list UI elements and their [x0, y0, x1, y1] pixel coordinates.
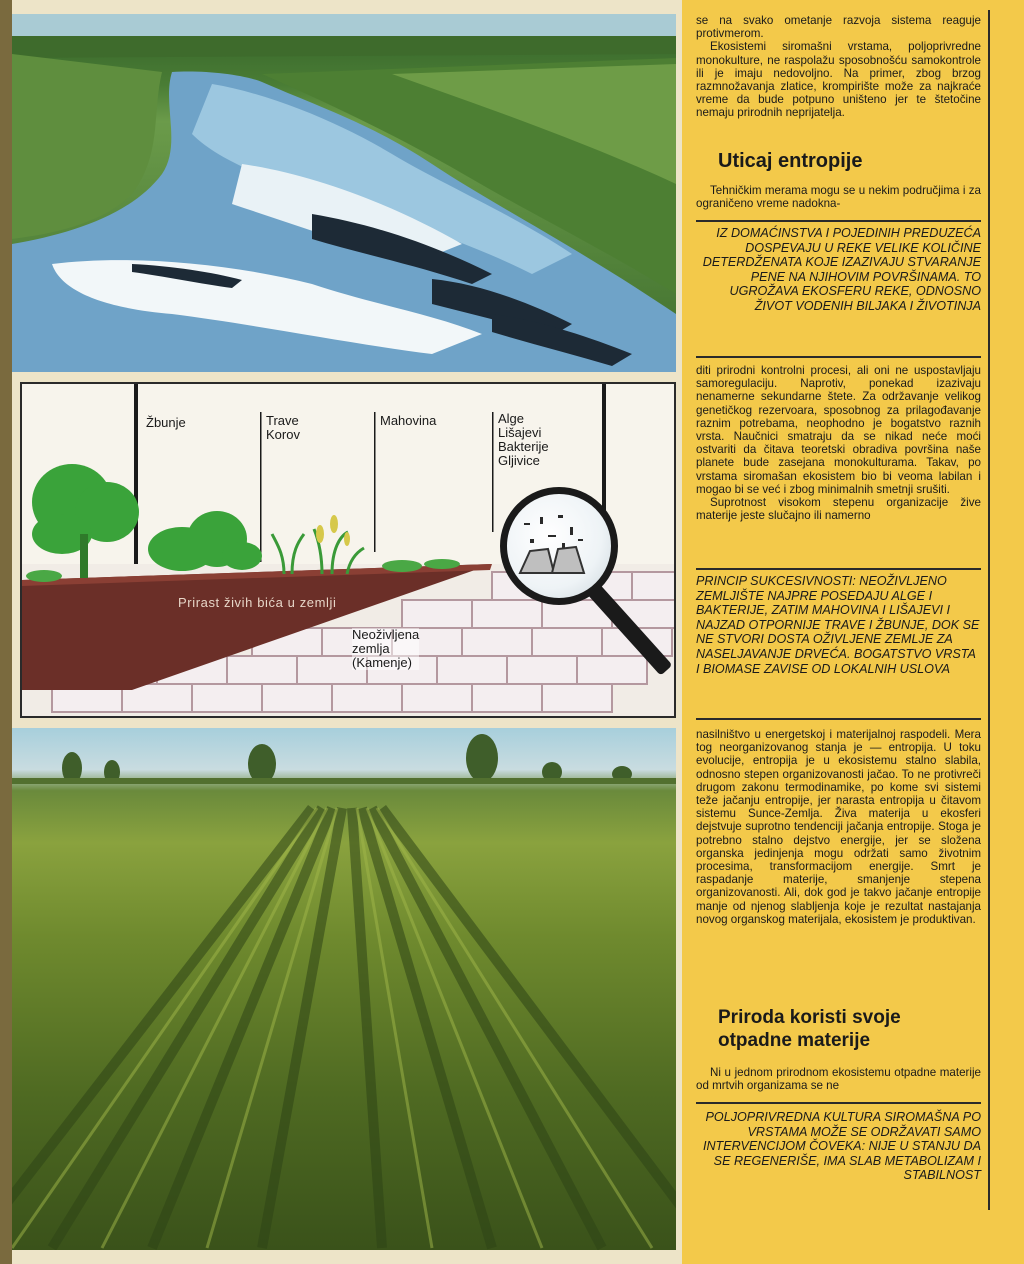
- field-rows-illustration: [12, 728, 676, 1250]
- body-text-block-2: [696, 728, 981, 926]
- zone-label-shrubs: Žbunje: [146, 415, 186, 430]
- entropy-intro-block: [696, 184, 981, 210]
- intro-text-block: [696, 14, 981, 120]
- zone-label-grass-weeds: Trave Korov: [266, 413, 300, 442]
- callout2-top-rule: [696, 568, 981, 570]
- zone-label-algae-lichens: Alge Lišajevi Bakterije Gljivice: [498, 411, 549, 468]
- paragraph-technical-measures: Tehničkim merama mogu se u nekim područjima i za ograničeno vreme nadokna-: [696, 184, 981, 211]
- succession-diagram: [20, 382, 676, 718]
- zone-label-moss: Mahovina: [380, 413, 437, 428]
- river-water-illustration: [12, 14, 676, 372]
- callout-monoculture: POLJOPRIVREDNA KULTURA SIROMAŠNA PO VRSTAMA MOŽE SE ODRŽAVATI SAMO INTERVENCIJOM ČOVEKA: NIJE U STANJU DA SE REGENERIŠE, IMA SLAB METABOLIZAM I STABILNOST: [702, 1110, 981, 1183]
- paragraph-entropy: nasilništvo u energetskoj i materijalnoj raspodeli. Mera tog neorganizovanog stanja je — entropija. U toku evolucije, entropija je u ekosistemu stalno slabila, odnosno stepen organizovanosti jačao. To ne protivreči drugom zakonu termodinamike, po kome svi sistemi teže jačanju entropije, jer narasta entropija u čitavom sistemu Sunce-Zemlja. Živa materija u ekosferi dejstvuje suprotno tendenciji jačanja entropije. Stoga je potrebno stalno dejstvo energije, jer se složena organska jedinjenja mogu održati samo životnim procesima, transformacijom energije. Smrt je raspadanje materije, smanjenje stepena organizovanosti. Ali, dok god je takvo jačanje entropije manje od njenog slabljenja koje je rezultat nastajanja novog organskog materijala, ekosistem je produktivan.: [696, 728, 981, 926]
- inanimate-soil-label: Neoživljena zemlja (Kamenje): [352, 627, 420, 670]
- growth-label: Prirast živih bića u zemlji: [178, 595, 337, 610]
- column-vertical-rule: [988, 10, 990, 1210]
- monoculture-field-photo: [12, 728, 676, 1250]
- callout1-bottom-rule: [696, 356, 981, 358]
- paragraph-organization: Suprotnost visokom stepenu organizacije žive materije jeste slučajno ili namerno: [696, 496, 981, 523]
- paragraph-control-processes: diti prirodni kontrolni procesi, ali oni ne uspostavljaju samoregulaciju. Naprotiv, ponekad izazivaju nenamerne sekundarne štete. Za održavanje velikog genetičkog rezervoara, sposobnog za prilagođavanje raznim potrebama, neophodno je bogatstvo raznih vrsta. Naučnici smatraju da se nikad neće moći ostvariti da čitava teoretski obradiva površina naše planete bude zasejana monokulturama. Takav, po vrstama siromašan ekosistem bio bi veoma labilan i mogao bi se već i zbog minimalnih smetnji srušiti.: [696, 364, 981, 496]
- callout-detergents: IZ DOMAĆINSTVA I POJEDINIH PREDUZEĆA DOSPEVAJU U REKE VELIKE KOLIČINE DETERDŽENATA KOJE IZAZIVAJU STVARANJE PENE NA NJIHOVIM POVRŠINAMA. TO UGROŽAVA EKOSFERU REKE, ODNOSNO ŽIVOT VODENIH BILJAKA I ŽIVOTINJA: [702, 226, 981, 313]
- text-column: [682, 0, 1024, 1264]
- body-text-block-1: [696, 364, 981, 522]
- callout1-top-rule: [696, 220, 981, 222]
- page-binding-edge: [0, 0, 12, 1264]
- intro-paragraph: se na svako ometanje razvoja sistema reaguje protivmerom.: [696, 14, 981, 41]
- paragraph-monocultures: Ekosistemi siromašni vrstama, poljoprivredne monokulture, ne raspolažu sposobnošću samokontrole ili je imaju nedovoljno. Na primer, zbog brzog razmnožavanja zlatice, krompirište može za najkraće vreme da bude potpuno uništeno jer te štetočine nemaju prirodnih neprijatelja.: [696, 40, 981, 120]
- callout3-top-rule: [696, 1102, 981, 1104]
- heading-entropy: Uticaj entropije: [718, 150, 863, 172]
- callout2-bottom-rule: [696, 718, 981, 720]
- paragraph-natural-ecosystem: Ni u jednom prirodnom ekosistemu otpadne materije od mrtvih organizama se ne: [696, 1066, 981, 1093]
- heading-waste-materials: Priroda koristi svoje otpadne materije: [718, 1007, 901, 1051]
- callout-succession-principle: PRINCIP SUKCESIVNOSTI: NEOŽIVLJENO ZEMLJIŠTE NAJPRE POSEDAJU ALGE I BAKTERIJE, ZATIM MAHOVINA I LIŠAJEVI I NAJZAD OTPORNIJE TRAVE I ŽBUNJE, DOK SE NE STVORI DOSTA OŽIVLJENE ZEMLJE ZA NASELJAVANJE DRVEĆA. BOGATSTVO VRSTA I BIOMASE ZAVISE OD LOKALNIH USLOVA: [696, 574, 980, 676]
- microbes-illustration: [500, 487, 604, 591]
- waste-intro-block: [696, 1066, 981, 1092]
- river-foam-photo: [12, 14, 676, 372]
